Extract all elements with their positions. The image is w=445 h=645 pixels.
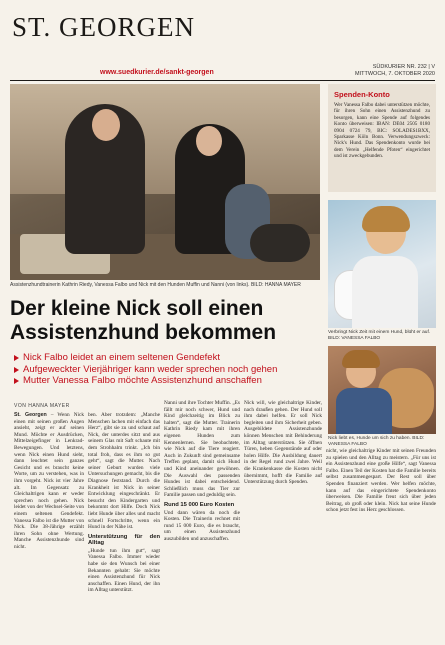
summary-bullet-text: Nick Falbo leidet an einem seltenen Gendefekt [23,352,220,363]
donation-info-box [328,84,436,192]
publication-date: MITTWOCH, 7. OKTOBER 2020 [355,71,435,77]
side-photo-child-with-dog [328,346,436,434]
summary-bullet [14,352,320,364]
photo-kid-hair [362,206,410,232]
dateline-location: St. Georgen [14,412,47,418]
section-title: ST. GEORGEN [12,12,195,42]
article-paragraph: nicht, wie gleichaltrige Kinder mit seinen Freunden zu spielen und den Alltag zu meistern. „Für uns ist ein Assistenzhund eine große Hilfe“, sagt Vanessa Falbo. Einen Teil der Kosten hat die Familie bereits selbst zusammengespart. Der Rest soll über Spenden finanziert werden. Wer helfen möchte, kann auf das eingerichtete Spendenkonto überweisen. Die Familie freut sich über jeden Beitrag, ob groß oder klein. Nick hat seine Hunde schon jetzt fest ins Herz geschlossen. [326,448,436,514]
article-column-4 [244,400,322,640]
article-subheading: Rund 15 000 Euro Kosten [164,501,235,508]
side-photo-caption-1: Verbringt Nick Zeit mit einem Hund, blüht er auf. BILD: VANESSA FALBO [328,330,431,341]
article-subheading: Unterstützung für den Alltag [88,533,160,547]
summary-bullet [14,364,320,376]
donation-heading: Spenden-Konto [334,90,390,99]
donation-text: Wer Vanessa Falbo dabei unterstützen möchte, für ihren Sohn einen Assistenzhund zu besorgen, kann eine Spende auf folgendes Konto überweisen: IBAN: DE04 2505 0180 0904 0724 79, BIC: SOLADES1BXX, Sparkasse Köln Bonn. Verwendungszweck: Nick's Hund. Das Spendenkonto wurde bei dem Verein „Helfende Pfoten“ eingerichtet und ist zweckgebunden. [334,102,430,160]
summary-bullet-text: Aufgeweckter Vierjähriger kann weder sprechen noch gehen [23,363,278,375]
article-column-1 [14,412,84,640]
photo-woman-face [92,109,120,141]
triangle-bullet-icon [14,378,19,384]
article-byline: VON HANNA MAYER [14,403,70,409]
photo-dog [250,224,310,262]
article-headline: Der kleine Nick soll einen Assistenzhund bekommen [10,297,277,344]
article-paragraph [14,412,84,550]
main-photo [10,84,320,280]
triangle-bullet-icon [14,355,19,361]
summary-bullet-text: Mutter Vanessa Falbo möchte Assistenzhund anschaffen [23,375,262,386]
article-paragraph: Und dann wären da noch die Kosten. Die Trainerin rechnet mit rund 15 000 Euro, die es braucht, um einen Assistenzhund auszubilden und anzuschaffen. [164,509,240,542]
main-photo-caption: Assistenzhundtrainerin Kathrin Riedy, Vanessa Falbo und Nick mit den Hunden Muffin und Nanni (von links). BILD: HANNA MAYER [10,282,301,288]
publication-issue: SÜDKURIER NR. 232 | V [372,64,435,70]
article-summary-list [14,352,320,387]
triangle-bullet-icon [14,367,19,373]
article-paragraph: Nick will, wie gleichaltrige Kinder, nach draußen gehen. Der Hund soll ihm dabei helfen. Er soll Nick begleiten und ihm Sicherheit geben. Ausgebildete Assistenzhunde können Menschen mit Behinderung im Alltag unterstützen. Sie öffnen Türen, heben Gegenstände auf oder holen Hilfe. Die Ausbildung dauert in der Regel rund zwei Jahre. Weil die Krankenkasse die Kosten nicht übernimmt, hofft die Familie auf Unterstützung durch Spenden. [244,400,322,486]
side-photo-caption-2: Nick liebt es, Hunde um sich zu haben. BILD: VANESSA FALBO [328,436,425,447]
publication-info [355,64,435,78]
article-column-3 [164,400,240,628]
side-photo-child-with-animal [328,200,436,328]
photo-man-face [196,126,222,156]
section-url[interactable]: www.suedkurier.de/sankt-georgen [100,69,214,76]
photo-kid-body [352,256,418,328]
article-column-5 [326,448,436,644]
photo-kid-hair [342,350,380,368]
article-paragraph: ben. Aber trotzdem: „Manche Menschen lachen mit einfach das Herz“, gibt sie zu und schaut auf Nick, der unterdes sitzt und aus seinem Glas mit Saft schaute mit dem Strohhalm trinkt. „Ich bin total froh, dass es ihm so gut geht“, sagt die Mutter. Nach seiner Geburt wurden viele Untersuchungen gemacht, bis die Diagnose feststand. Durch die Krankheit ist Nick in seiner Entwicklung eingeschränkt. Er besucht den Kindergarten und bekommt dort Hilfe. Doch Nick liebt Hunde über alles und macht schnell Fortschritte, wenn ein Hund in der Nähe ist. [88,412,160,531]
article-paragraph: „Hunde tun ihm gut“, sagt Vanessa Falbo. Immer wieder habe sie den Wunsch bei einer Bekannten gehabt: Sie möchte einen Assistenzhund für Nick anschaffen. Einen Hund, der ihn im Alltag unterstützt. [88,547,160,594]
photo-wall [10,84,320,194]
masthead-rule [10,80,435,81]
summary-bullet [14,375,320,387]
article-text: – Wenn Nick einen mit seinen großen Augen ansieht, zeigt er auf seinen Mund. Möchte er Ausdrücken, Mittelzeigefinger in Lenkrad-Bewegungen. Und letztens, wenn Nick einen Hund sieht, dann leuchtet sein ganzes Gesicht und es braucht keine Worte, um zu verstehen, was in ihm vorgeht. Nick ist vier Jahre alt. Im Gegensatz zu Gleichaltrigen kann er weder sprechen noch gehen. Nick leidet von der Wechsel-Seite von einem seltenen Gendefekt. Vanessa Falbo ist die Mutter von Nick. Die 38-Jährige erzählt ihren Sohn ohne Wertung. Manche Assistenzhunde sind nicht. [14,412,84,550]
photo-kid-shirt [336,388,392,434]
article-paragraph: Nanni und ihre Tochter Muffin. „Es fällt mir noch schwer, Hund und Kind gleichzeitig im Blick zu halten“, sagt die Mutter. Trainerin Kathrin Riedy kam mit ihren eigenen Hunden zum Kennenlernen. Sie beobachtete, wie Nick auf die Tiere reagiert. Auch in Zukunft sind gemeinsame Treffen geplant, damit sich Hund und Kind aneinander gewöhnen. Die Auswahl des passenden Hundes ist dabei entscheidend. Schließlich muss das Tier zur Familie passen und geduldig sein. [164,400,240,499]
article-column-2 [88,412,160,640]
